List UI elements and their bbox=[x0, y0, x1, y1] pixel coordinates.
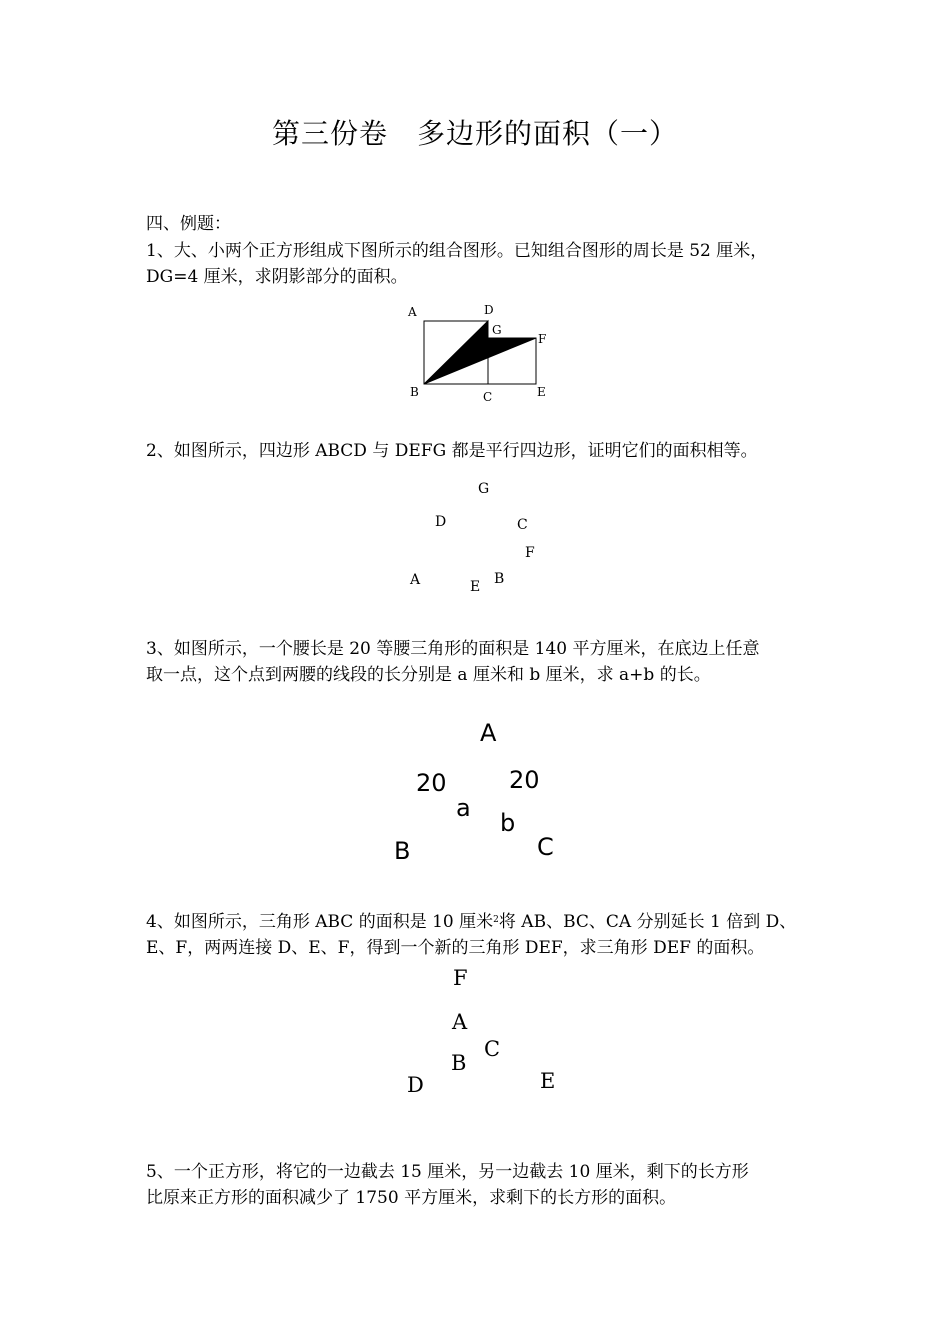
fig4-label-f: F bbox=[453, 966, 468, 990]
fig2-label-d: D bbox=[435, 514, 447, 530]
fig2-label-a: A bbox=[410, 572, 421, 588]
shaded-region bbox=[424, 321, 536, 384]
fig4-label-e: E bbox=[540, 1069, 556, 1093]
fig1-label-d: D bbox=[484, 303, 494, 317]
fig1-label-b: B bbox=[410, 385, 419, 399]
problem-5-line-1: 5、一个正方形，将它的一边截去 15 厘米，另一边截去 10 厘米，剩下的长方形 bbox=[146, 1162, 749, 1182]
problem-1-line-1: 1、大、小两个正方形组成下图所示的组合图形。已知组合图形的周长是 52 厘米， bbox=[146, 241, 768, 261]
fig2-label-g: G bbox=[478, 481, 490, 497]
fig1-label-e: E bbox=[537, 385, 546, 399]
problem-4-line-1-after: 将 AB、BC、CA 分别延长 1 倍到 D、 bbox=[498, 912, 797, 932]
fig3-label-c: C bbox=[537, 833, 554, 861]
fig3-label-a: A bbox=[480, 719, 497, 747]
fig2-label-e: E bbox=[470, 579, 481, 595]
fig1-label-c: C bbox=[483, 390, 493, 404]
fig3-label-b: B bbox=[394, 837, 411, 865]
fig4-label-c: C bbox=[484, 1037, 501, 1061]
page-title: 第三份卷 多边形的面积（一） bbox=[271, 117, 678, 150]
fig4-label-d: D bbox=[407, 1073, 424, 1097]
problem-4-superscript: 2 bbox=[493, 915, 499, 925]
problem-3-line-2: 取一点，这个点到两腰的线段的长分别是 a 厘米和 b 厘米，求 a+b 的长。 bbox=[146, 665, 711, 685]
problem-4-line-1 bbox=[146, 914, 796, 931]
fig4-label-b: B bbox=[451, 1051, 467, 1075]
fig3-label-lower-a: a bbox=[456, 794, 471, 822]
problem-1-line-2: DG=4 厘米，求阴影部分的面积。 bbox=[146, 267, 408, 287]
problem-3-line-1: 3、如图所示，一个腰长是 20 等腰三角形的面积是 140 平方厘米，在底边上任意 bbox=[146, 639, 760, 659]
fig1-label-a: A bbox=[408, 305, 417, 319]
fig3-left-side-length: 20 bbox=[416, 769, 447, 797]
problem-4-line-1-before: 4、如图所示，三角形 ABC 的面积是 10 厘米 bbox=[146, 912, 494, 932]
fig3-right-side-length: 20 bbox=[509, 766, 540, 794]
fig4-label-a: A bbox=[452, 1010, 468, 1034]
section-heading: 四、例题： bbox=[146, 214, 231, 234]
fig2-label-c: C bbox=[517, 517, 528, 533]
fig1-label-f: F bbox=[538, 332, 547, 346]
fig3-label-lower-b: b bbox=[500, 809, 516, 837]
fig2-label-f: F bbox=[525, 545, 535, 561]
fig1-label-g: G bbox=[492, 323, 502, 337]
problem-5-line-2: 比原来正方形的面积减少了 1750 平方厘米，求剩下的长方形的面积。 bbox=[146, 1188, 677, 1208]
problem-4-line-2: E、F，两两连接 D、E、F，得到一个新的三角形 DEF，求三角形 DEF 的面积。 bbox=[146, 938, 765, 958]
fig2-label-b: B bbox=[494, 571, 505, 587]
problem-2-line-1: 2、如图所示，四边形 ABCD 与 DEFG 都是平行四边形，证明它们的面积相等。 bbox=[146, 441, 758, 461]
